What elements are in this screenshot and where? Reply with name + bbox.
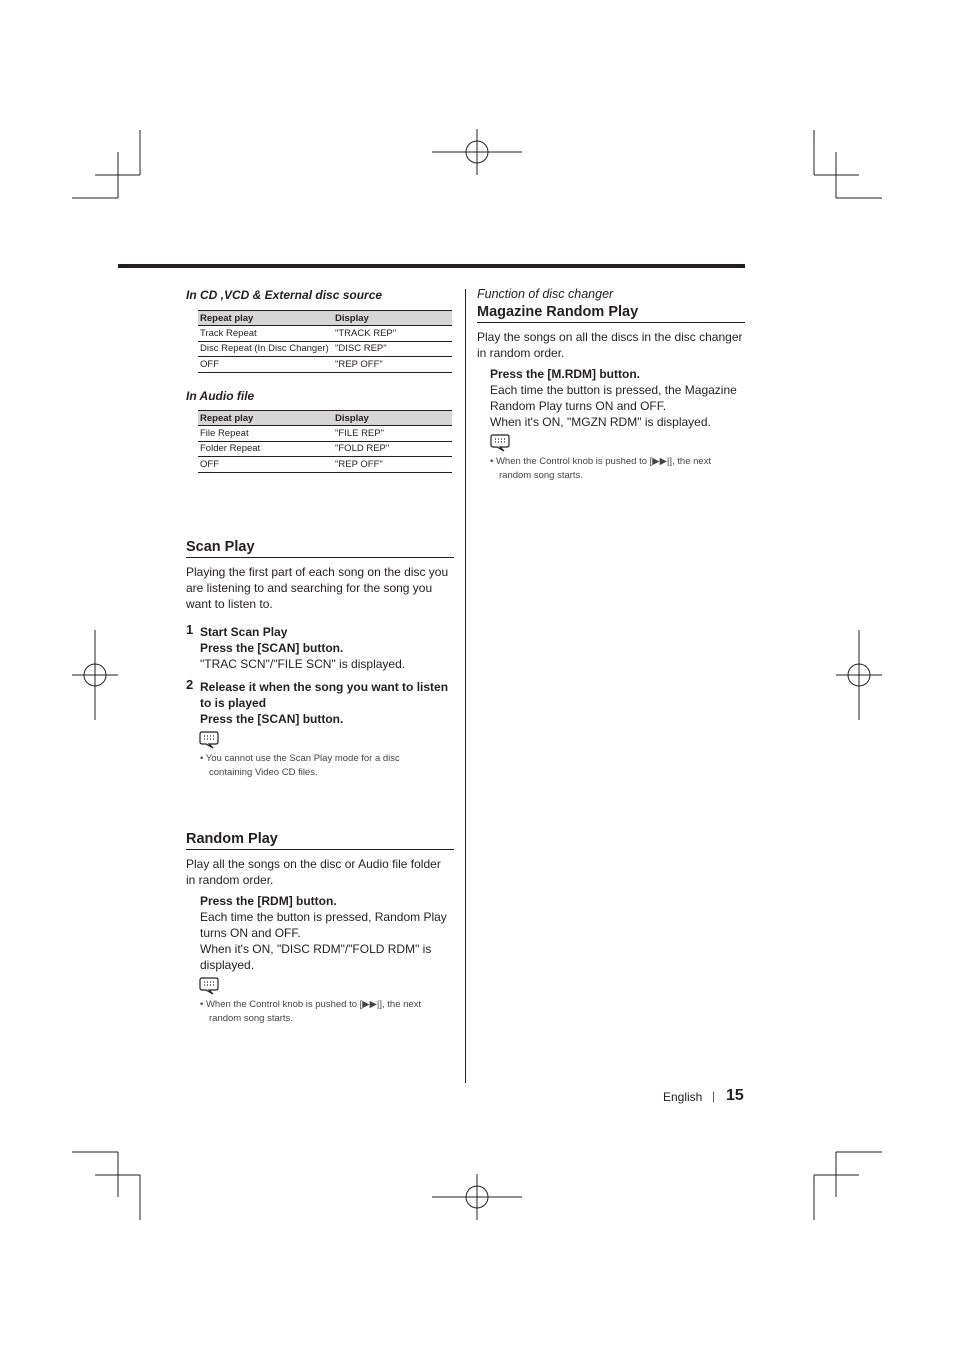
audio-file-heading: In Audio file bbox=[186, 389, 255, 403]
step-action: Press the [SCAN] button. bbox=[200, 641, 344, 655]
text-line: displayed. bbox=[200, 958, 255, 972]
text-line: want to listen to. bbox=[186, 597, 273, 611]
text-line: are listening to and searching for the song you bbox=[186, 581, 433, 595]
random-play-title: Random Play bbox=[186, 831, 454, 850]
table-cell: OFF bbox=[198, 457, 333, 473]
text-line: When it's ON, "DISC RDM"/"FOLD RDM" is bbox=[200, 942, 432, 956]
table-header-cell: Repeat play bbox=[198, 411, 333, 426]
scan-step-2 bbox=[200, 679, 460, 727]
footer-separator: | bbox=[712, 1089, 716, 1103]
page-number: 15 bbox=[726, 1087, 744, 1104]
scan-play-intro bbox=[186, 564, 458, 612]
text-line: When it's ON, "MGZN RDM" is displayed. bbox=[490, 415, 711, 429]
note-icon bbox=[199, 730, 221, 750]
note-line: • When the Control knob is pushed to [▶▶|], the next bbox=[490, 456, 712, 467]
note-icon bbox=[490, 433, 512, 453]
table-row bbox=[198, 457, 452, 473]
table-cell: Folder Repeat bbox=[198, 441, 333, 457]
footer-language: English bbox=[663, 1090, 703, 1104]
column-divider bbox=[465, 289, 466, 1083]
note-line: random song starts. bbox=[209, 1013, 293, 1024]
step-number: 2 bbox=[186, 677, 194, 692]
table-row bbox=[198, 441, 452, 457]
text-line: Play the songs on all the discs in the disc changer bbox=[477, 330, 743, 344]
table-header-row bbox=[198, 311, 452, 326]
table-row bbox=[198, 326, 452, 342]
table-cell: Track Repeat bbox=[198, 326, 333, 342]
scan-play-note bbox=[200, 752, 458, 780]
note-line: • You cannot use the Scan Play mode for a disc bbox=[200, 753, 400, 764]
table-row bbox=[198, 357, 452, 373]
section-category: Function of disc changer bbox=[477, 287, 614, 301]
magazine-random-play-title: Magazine Random Play bbox=[477, 304, 745, 323]
random-play-instructions bbox=[200, 893, 460, 973]
step-number: 1 bbox=[186, 622, 194, 637]
table-header-cell: Display bbox=[333, 311, 452, 326]
audio-repeat-table bbox=[198, 410, 452, 473]
text-line: Random Play turns ON and OFF. bbox=[490, 399, 667, 413]
step-result: "TRAC SCN"/"FILE SCN" is displayed. bbox=[200, 657, 406, 671]
step-action: Press the [SCAN] button. bbox=[200, 712, 344, 726]
magazine-random-note bbox=[490, 455, 748, 483]
note-icon bbox=[199, 976, 221, 996]
step-action: Press the [M.RDM] button. bbox=[490, 367, 640, 381]
table-cell: "TRACK REP" bbox=[333, 326, 452, 342]
text-line: Playing the first part of each song on the disc you bbox=[186, 565, 449, 579]
scan-play-title: Scan Play bbox=[186, 539, 454, 558]
cd-repeat-table bbox=[198, 310, 452, 373]
header-rule bbox=[118, 264, 745, 268]
text-line: Each time the button is pressed, Random Play bbox=[200, 910, 447, 924]
note-line: • When the Control knob is pushed to [▶▶|], the next bbox=[200, 999, 422, 1010]
step-title: Start Scan Play bbox=[200, 625, 288, 639]
scan-step-1 bbox=[200, 624, 460, 672]
text-line: turns ON and OFF. bbox=[200, 926, 301, 940]
note-line: random song starts. bbox=[499, 470, 583, 481]
text-line: in random order. bbox=[477, 346, 565, 360]
cd-source-heading: In CD ,VCD & External disc source bbox=[186, 288, 383, 302]
step-title: Release it when the song you want to listen bbox=[200, 680, 449, 694]
magazine-random-instructions bbox=[490, 366, 748, 430]
text-line: Each time the button is pressed, the Magazine bbox=[490, 383, 737, 397]
step-action: Press the [RDM] button. bbox=[200, 894, 337, 908]
table-cell: "REP OFF" bbox=[333, 457, 452, 473]
table-cell: OFF bbox=[198, 357, 333, 373]
table-row bbox=[198, 426, 452, 442]
random-play-intro bbox=[186, 856, 458, 888]
text-line: Play all the songs on the disc or Audio file folder bbox=[186, 857, 441, 871]
table-cell: Disc Repeat (In Disc Changer) bbox=[198, 341, 333, 357]
text-line: in random order. bbox=[186, 873, 274, 887]
table-header-row bbox=[198, 411, 452, 426]
table-cell: "DISC REP" bbox=[333, 341, 452, 357]
step-title: to is played bbox=[200, 696, 267, 710]
note-line: containing Video CD files. bbox=[209, 767, 318, 778]
table-cell: "FILE REP" bbox=[333, 426, 452, 442]
table-cell: File Repeat bbox=[198, 426, 333, 442]
table-header-cell: Repeat play bbox=[198, 311, 333, 326]
random-play-note bbox=[200, 998, 462, 1026]
table-header-cell: Display bbox=[333, 411, 452, 426]
table-cell: "FOLD REP" bbox=[333, 441, 452, 457]
table-cell: "REP OFF" bbox=[333, 357, 452, 373]
magazine-random-intro bbox=[477, 329, 749, 361]
table-row bbox=[198, 341, 452, 357]
